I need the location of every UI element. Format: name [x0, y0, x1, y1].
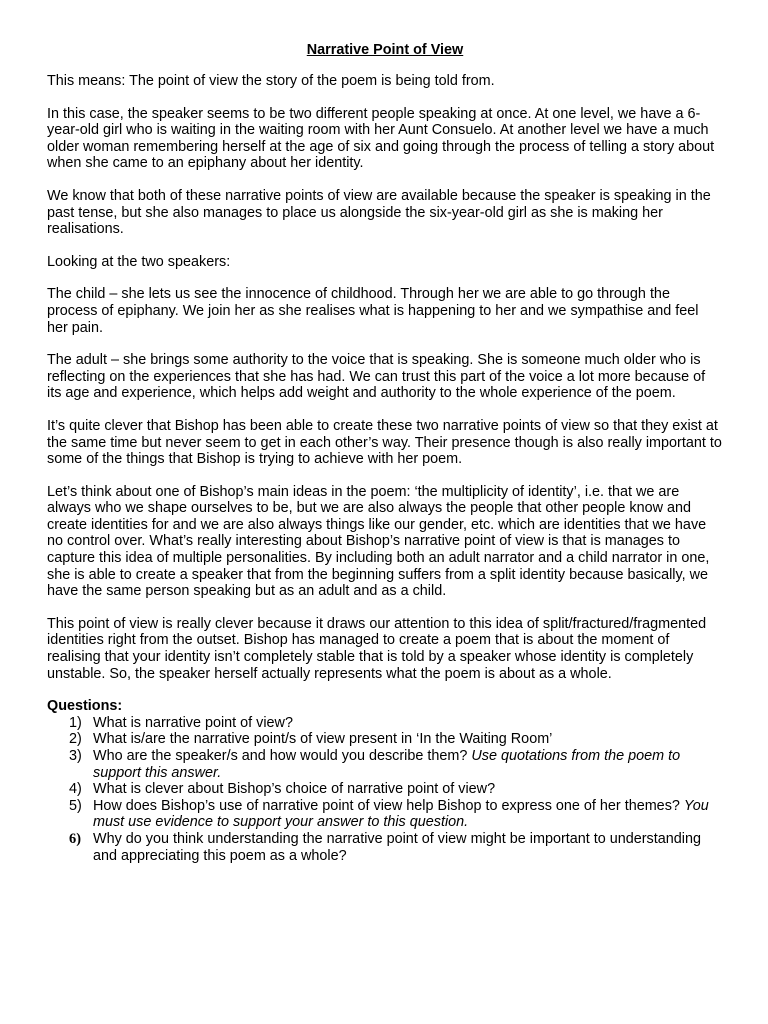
question-item: [47, 731, 723, 748]
question-item: [47, 748, 723, 781]
paragraph-the-adult: The adult – she brings some authority to the voice that is speaking. She is someone much older who is reflecting on the experiences that she has had. We can trust this part of the voice a lot more because of its age and experience, which helps add weight and authority to the whole experience of the poem.: [47, 352, 706, 402]
question-item: [47, 798, 723, 831]
question-number: 5): [69, 797, 82, 814]
question-text: Who are the speaker/s and how would you describe them?: [93, 748, 472, 764]
question-text: Why do you think understanding the narrative point of view might be important to understanding and appreciating this poem as a whole?: [93, 830, 701, 864]
paragraph-definition: This means: The point of view the story of the poem is being told from.: [47, 73, 495, 89]
question-text: What is/are the narrative point/s of view present in ‘In the Waiting Room’: [93, 731, 553, 748]
question-emphasis: Use quotations from the poem to support this answer.: [93, 748, 681, 781]
document-page: [47, 42, 723, 864]
paragraph-past-tense: We know that both of these narrative points of view are available because the speaker is speaking in the past tense, but she also manages to place us alongside the six-year-old girl as she is making her realisations.: [47, 187, 711, 238]
question-emphasis: You must use evidence to support your answer to this question.: [93, 797, 709, 831]
document-title: Narrative Point of View: [306, 42, 464, 58]
questions-list: [47, 715, 723, 864]
paragraph-two-speakers: In this case, the speaker seems to be two different people speaking at once. At one level, we have a 6-year-old girl who is waiting in the waiting room with her Aunt Consuelo. At another level we have a much older woman remembering herself at the age of six and going through the process of telling a story about when she came to an epiphany about her identity.: [47, 105, 715, 172]
paragraph-split-identity: This point of view is really clever because it draws our attention to this idea of split/fractured/fragmented identities right from the outset. Bishop has managed to create a poem that is about the moment of realising that your identity isn’t completely stable that is told by a speaker whose identity is completely unstable. So, the speaker herself actually represents what the poem is about as a whole.: [47, 615, 707, 682]
question-item: [47, 715, 723, 732]
question-number: 6): [69, 830, 81, 847]
question-number: 2): [69, 731, 82, 748]
paragraph-clever-bishop: It’s quite clever that Bishop has been able to create these two narrative points of view so that they exist at the same time but never seem to get in each other’s way. Their presence though is also really important to some of the things that Bishop is trying to achieve with her poem.: [47, 417, 722, 468]
question-number: 1): [69, 714, 82, 731]
questions-heading: Questions:: [47, 698, 123, 715]
paragraph-multiplicity: Let’s think about one of Bishop’s main ideas in the poem: ‘the multiplicity of identity’, i.e. that we are always who we shape ourselves to be, but we are also always the people that other people know and create identities for and we are also always things like our gender, etc. which are identities that we have no control over. What’s really interesting about Bishop’s narrative point of view is that is manages to capture this idea of multiple personalities. By including both an adult narrator and a child narrator in one, she is able to create a speaker that from the beginning suffers from a split identity because basically, we have the same person speaking but as an adult and as a child.: [47, 483, 710, 600]
question-text: What is clever about Bishop’s choice of narrative point of view?: [93, 781, 496, 798]
question-number: 3): [69, 748, 82, 764]
question-number: 4): [69, 781, 82, 798]
paragraph-the-child: The child – she lets us see the innocence of childhood. Through her we are able to go through the process of epiphany. We join her as she realises what is happening to her and we sympathise and feel her pain.: [47, 286, 699, 336]
question-item: [47, 831, 723, 864]
paragraph-looking-at-speakers: Looking at the two speakers:: [47, 253, 231, 270]
question-text: How does Bishop’s use of narrative point of view help Bishop to express one of her themes?: [93, 797, 684, 814]
question-text: What is narrative point of view?: [93, 714, 293, 731]
question-item: [47, 781, 723, 798]
